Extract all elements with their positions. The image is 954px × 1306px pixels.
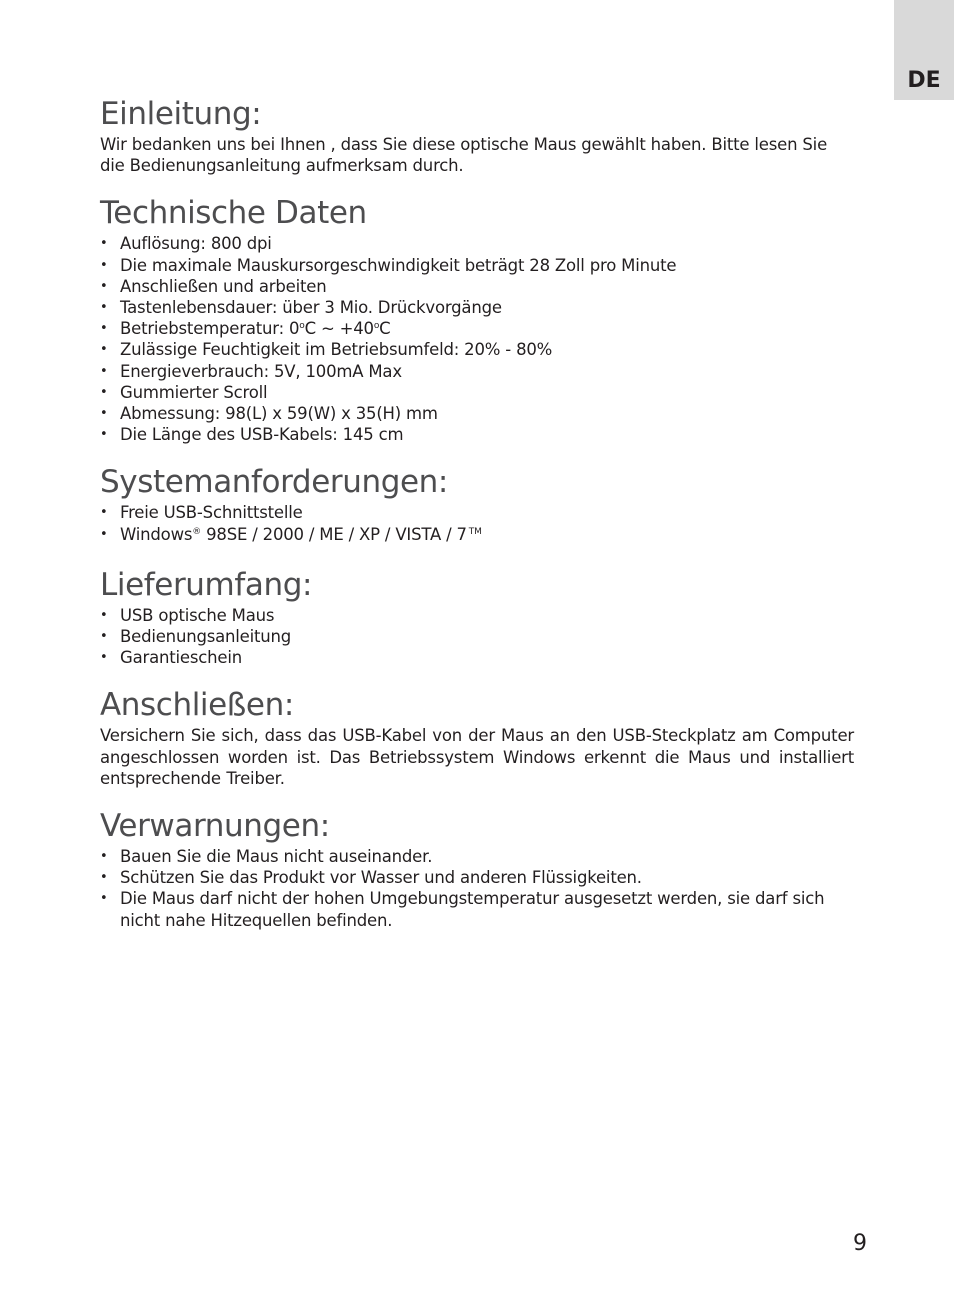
list-item: • Die maximale Mauskursorgeschwindigkeit beträgt 28 Zoll pro Minute [100,255,854,276]
list-item: • USB optische Maus [100,605,854,626]
list-item-windows [100,524,854,545]
degree-mark: o [299,321,305,332]
heading-anschliessen: Anschließen: [100,687,294,724]
list-item-temperature [100,318,854,339]
anschliessen-text: Versichern Sie sich, dass das USB-Kabel von der Maus an den USB-Steckplatz am Computer angeschlossen worden ist. Das Betriebssystem Windows erkennt die Maus und installiert entsprechende Treiber. [100,726,854,788]
heading-einleitung: Einleitung: [100,96,262,132]
section-einleitung [100,94,854,176]
windows-versions: 98SE / 2000 / ME / XP / VISTA / 7 [201,524,467,544]
list-item: • Bedienungsanleitung [100,626,854,647]
page-number: 9 [853,1231,867,1256]
section-systemanforderungen [100,462,854,544]
list-item: • Energieverbrauch: 5V, 100mA Max [100,361,854,382]
heading-lieferumfang: Lieferumfang: [100,566,313,603]
temperature-label: Betriebstemperatur: 0 [120,319,300,339]
list-item: • Garantieschein [100,647,854,668]
verwarnungen-list [100,846,854,931]
list-item: • Gummierter Scroll [100,382,854,403]
list-item: • Tastenlebensdauer: über 3 Mio. Drückvorgänge [100,297,854,318]
section-technische-daten [100,193,854,445]
registered-mark: ® [192,526,202,537]
list-item: • Bauen Sie die Maus nicht auseinander. [100,846,854,867]
language-tab [894,0,954,100]
heading-verwarnungen: Verwarnungen: [100,808,330,845]
list-item: • Auflösung: 800 dpi [100,233,854,254]
list-item: • Anschließen und arbeiten [100,276,854,297]
page-content [100,94,854,931]
trademark-mark: TM [468,526,482,537]
temperature-unit: C [379,319,391,339]
list-item: • Schützen Sie das Produkt vor Wasser und anderen Flüssigkeiten. [100,867,854,888]
language-label: DE [907,68,941,93]
systemanforderungen-list [100,502,854,544]
einleitung-text: Wir bedanken uns bei Ihnen , dass Sie diese optische Maus gewählt haben. Bitte lesen Sie die Bedienungsanleitung aufmerksam durch. [100,135,828,176]
section-verwarnungen [100,806,854,931]
list-item: • Die Maus darf nicht der hohen Umgebungstemperatur ausgesetzt werden, sie darf sich nicht nahe Hitzequellen befinden. [100,888,854,930]
windows-name: Windows [120,524,193,544]
heading-systemanforderungen: Systemanforderungen: [100,464,448,501]
list-item: • Abmessung: 98(L) x 59(W) x 35(H) mm [100,403,854,424]
temperature-range: C ~ +40 [304,319,374,339]
list-item: • Die Länge des USB-Kabels: 145 cm [100,424,854,445]
list-item: • Zulässige Feuchtigkeit im Betriebsumfeld: 20% - 80% [100,339,854,360]
degree-mark: o [373,321,380,332]
section-anschliessen [100,685,854,789]
technische-daten-list [100,233,854,445]
lieferumfang-list [100,605,854,669]
list-item: • Freie USB-Schnittstelle [100,502,854,523]
section-lieferumfang [100,565,854,669]
heading-technische-daten: Technische Daten [100,195,367,232]
